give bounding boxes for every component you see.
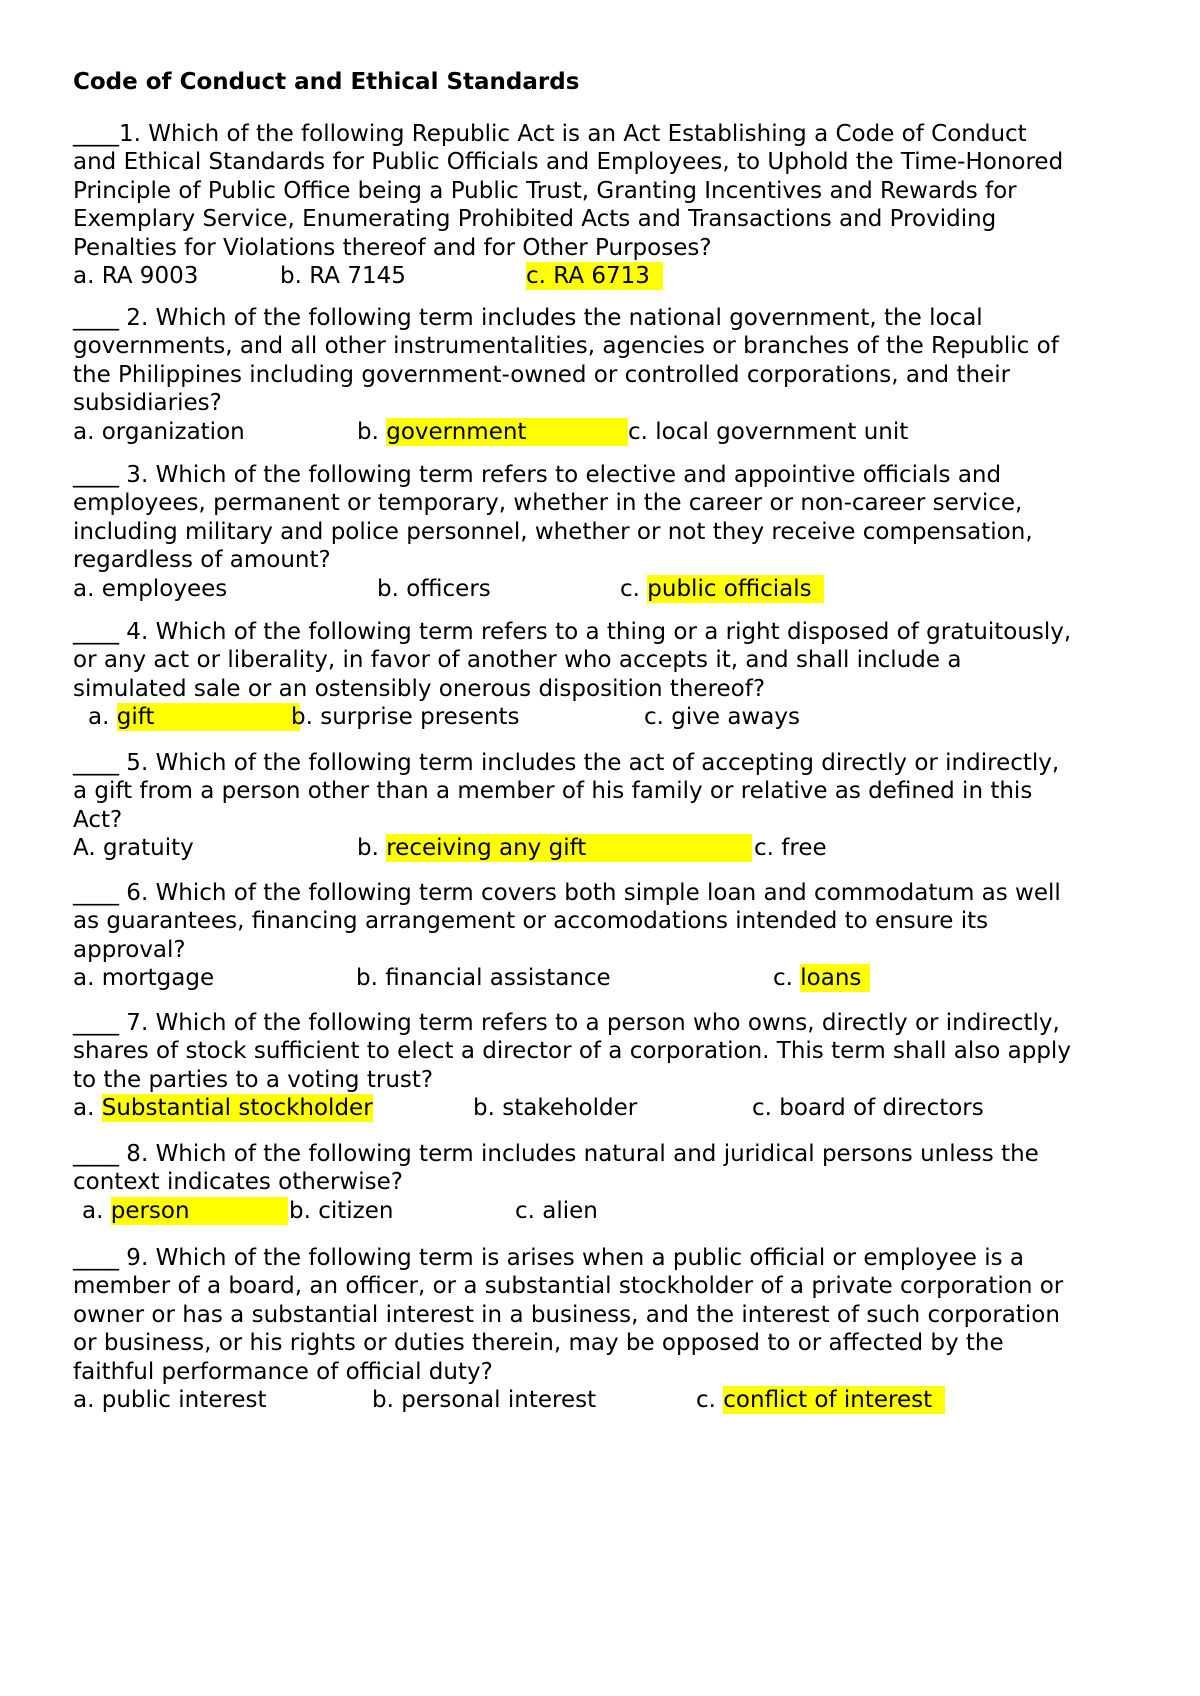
choice-option: [515, 1197, 598, 1225]
question-text-line: owner or has a substantial interest in a business, and the interest of such corporation: [73, 1301, 1060, 1328]
question-2: [73, 304, 1153, 446]
choice-text: c.: [773, 965, 801, 992]
question-text-line: ____ 8. Which of the following term includes natural and juridical persons unless the: [73, 1141, 1039, 1167]
question-text-line: regardless of amount?: [73, 547, 331, 574]
question-text-line: and Ethical Standards for Public Officials and Employees, to Uphold the Time-Honored: [73, 149, 1064, 176]
choices-row: [73, 262, 1153, 290]
highlighted-answer: receiving any gift: [386, 834, 752, 862]
highlighted-answer: public officials: [647, 575, 824, 603]
highlighted-answer: Substantial stockholder: [101, 1095, 373, 1122]
question-text-line: or business, or his rights or duties therein, may be opposed to or affected by the: [73, 1330, 1004, 1357]
choice-option: [289, 1197, 393, 1225]
question-text-line: including military and police personnel, whether or not they receive compensation,: [73, 518, 1033, 545]
choices-row: [73, 834, 1153, 862]
choice-text: a.: [88, 704, 117, 731]
choice-option: [696, 1386, 945, 1414]
question-text-line: context indicates otherwise?: [73, 1169, 403, 1196]
choice-option: [473, 1094, 637, 1122]
choice-text: a. employees: [73, 575, 228, 602]
highlighted-answer: person: [111, 1197, 288, 1225]
choice-text: b. financial assistance: [356, 965, 611, 992]
choice-text: b.: [357, 835, 387, 862]
choice-option: [754, 834, 827, 862]
question-text-line: ____ 7. Which of the following term refers to a person who owns, directly or indirectly,: [73, 1010, 1060, 1036]
question-text-line: the Philippines including government-owned or controlled corporations, and their: [73, 361, 1011, 388]
question-text-line: member of a board, an officer, or a substantial stockholder of a private corporation or: [73, 1273, 1064, 1300]
question-text-line: approval?: [73, 936, 186, 963]
document-title: Code of Conduct and Ethical Standards: [73, 69, 580, 95]
choice-text: a. RA 9003: [73, 263, 199, 290]
choice-text: a.: [73, 1095, 102, 1122]
choice-text: b. stakeholder: [473, 1095, 638, 1122]
choice-option: [357, 418, 628, 446]
choice-option: [73, 1386, 266, 1414]
question-1: [73, 120, 1153, 290]
highlighted-answer: c. RA 6713: [526, 262, 663, 290]
choices-row: [73, 1197, 1153, 1225]
choice-option: [628, 418, 908, 446]
choices-row: [73, 1094, 1153, 1122]
choice-option: [82, 1197, 288, 1225]
question-6: [73, 879, 1153, 992]
choice-option: [280, 262, 406, 290]
choice-option: [73, 964, 214, 992]
question-text-line: Exemplary Service, Enumerating Prohibited Acts and Transactions and Providing: [73, 206, 997, 233]
choice-option: [73, 1094, 373, 1122]
choice-text: b. RA 7145: [280, 263, 406, 290]
choice-option: [73, 418, 245, 446]
question-text-line: ____ 5. Which of the following term includes the act of accepting directly or indirectly,: [73, 750, 1060, 776]
question-text-line: ____ 2. Which of the following term includes the national government, the local: [73, 305, 983, 331]
choice-option: [644, 703, 800, 731]
question-text-line: subsidiaries?: [73, 390, 222, 417]
choice-option: [372, 1386, 596, 1414]
choice-text: A. gratuity: [73, 835, 194, 862]
question-text-line: ____ 6. Which of the following term covers both simple loan and commodatum as well: [73, 880, 1061, 906]
choice-option: [291, 703, 520, 731]
question-4: [73, 618, 1153, 731]
question-text-line: employees, permanent or temporary, whether in the career or non-career service,: [73, 490, 1023, 517]
choice-text: b. personal interest: [372, 1387, 597, 1414]
highlighted-answer: gift: [117, 703, 300, 731]
choice-text: b.: [357, 418, 387, 445]
question-text-line: ____1. Which of the following Republic Act is an Act Establishing a Code of Conduct: [73, 121, 1027, 147]
choices-row: [73, 964, 1153, 992]
choice-text: c. alien: [515, 1197, 598, 1224]
choices-row: [73, 703, 1153, 731]
choices-row: [73, 575, 1153, 603]
choice-text: a.: [82, 1197, 111, 1224]
choice-text: c. give aways: [644, 704, 800, 731]
choice-text: c.: [696, 1387, 724, 1414]
choice-option: [357, 834, 752, 862]
choice-text: b. surprise presents: [291, 704, 520, 731]
question-text-line: to the parties to a voting trust?: [73, 1066, 434, 1093]
choice-text: c.: [620, 575, 648, 602]
question-9: [73, 1244, 1153, 1414]
choice-text: c. free: [754, 835, 827, 862]
highlighted-answer: government: [386, 418, 628, 446]
choice-text: c. local government unit: [628, 418, 909, 445]
question-7: [73, 1009, 1153, 1122]
question-5: [73, 749, 1153, 862]
choices-row: [73, 1386, 1153, 1414]
question-text-line: ____ 9. Which of the following term is arises when a public official or employee is a: [73, 1245, 1024, 1271]
question-8: [73, 1140, 1153, 1225]
question-text-line: or any act or liberality, in favor of another who accepts it, and shall include a: [73, 647, 962, 674]
question-text-line: faithful performance of official duty?: [73, 1358, 493, 1385]
choice-option: [752, 1094, 984, 1122]
choice-option: [73, 262, 198, 290]
highlighted-answer: conflict of interest: [723, 1386, 945, 1414]
question-text-line: simulated sale or an ostensibly onerous disposition thereof?: [73, 675, 766, 702]
question-text-line: Principle of Public Office being a Public Trust, Granting Incentives and Rewards for: [73, 177, 1017, 204]
choice-option: [73, 834, 194, 862]
choice-option: [88, 703, 300, 731]
question-text-line: a gift from a person other than a member of his family or relative as defined in this: [73, 778, 1033, 805]
question-text-line: ____ 3. Which of the following term refers to elective and appointive officials and: [73, 462, 1002, 488]
choice-text: b. officers: [377, 575, 491, 602]
choice-option: [526, 262, 663, 290]
choice-option: [773, 964, 870, 992]
choice-text: a. public interest: [73, 1387, 267, 1414]
choice-option: [620, 575, 824, 603]
choice-option: [356, 964, 611, 992]
choice-option: [73, 575, 227, 603]
question-text-line: Penalties for Violations thereof and for Other Purposes?: [73, 234, 712, 261]
choice-text: a. organization: [73, 418, 245, 445]
choices-row: [73, 418, 1153, 446]
choice-text: a. mortgage: [73, 965, 215, 992]
choice-text: c. board of directors: [752, 1095, 984, 1122]
question-3: [73, 461, 1153, 603]
question-text-line: governments, and all other instrumentalities, agencies or branches of the Republic of: [73, 333, 1059, 360]
choice-option: [377, 575, 491, 603]
highlighted-answer: loans: [800, 964, 870, 992]
choice-text: b. citizen: [289, 1197, 394, 1224]
question-text-line: as guarantees, financing arrangement or accomodations intended to ensure its: [73, 908, 989, 935]
question-text-line: shares of stock sufficient to elect a director of a corporation. This term shall also apply: [73, 1038, 1071, 1065]
question-text-line: ____ 4. Which of the following term refers to a thing or a right disposed of gratuitously,: [73, 619, 1072, 645]
question-text-line: Act?: [73, 806, 123, 833]
